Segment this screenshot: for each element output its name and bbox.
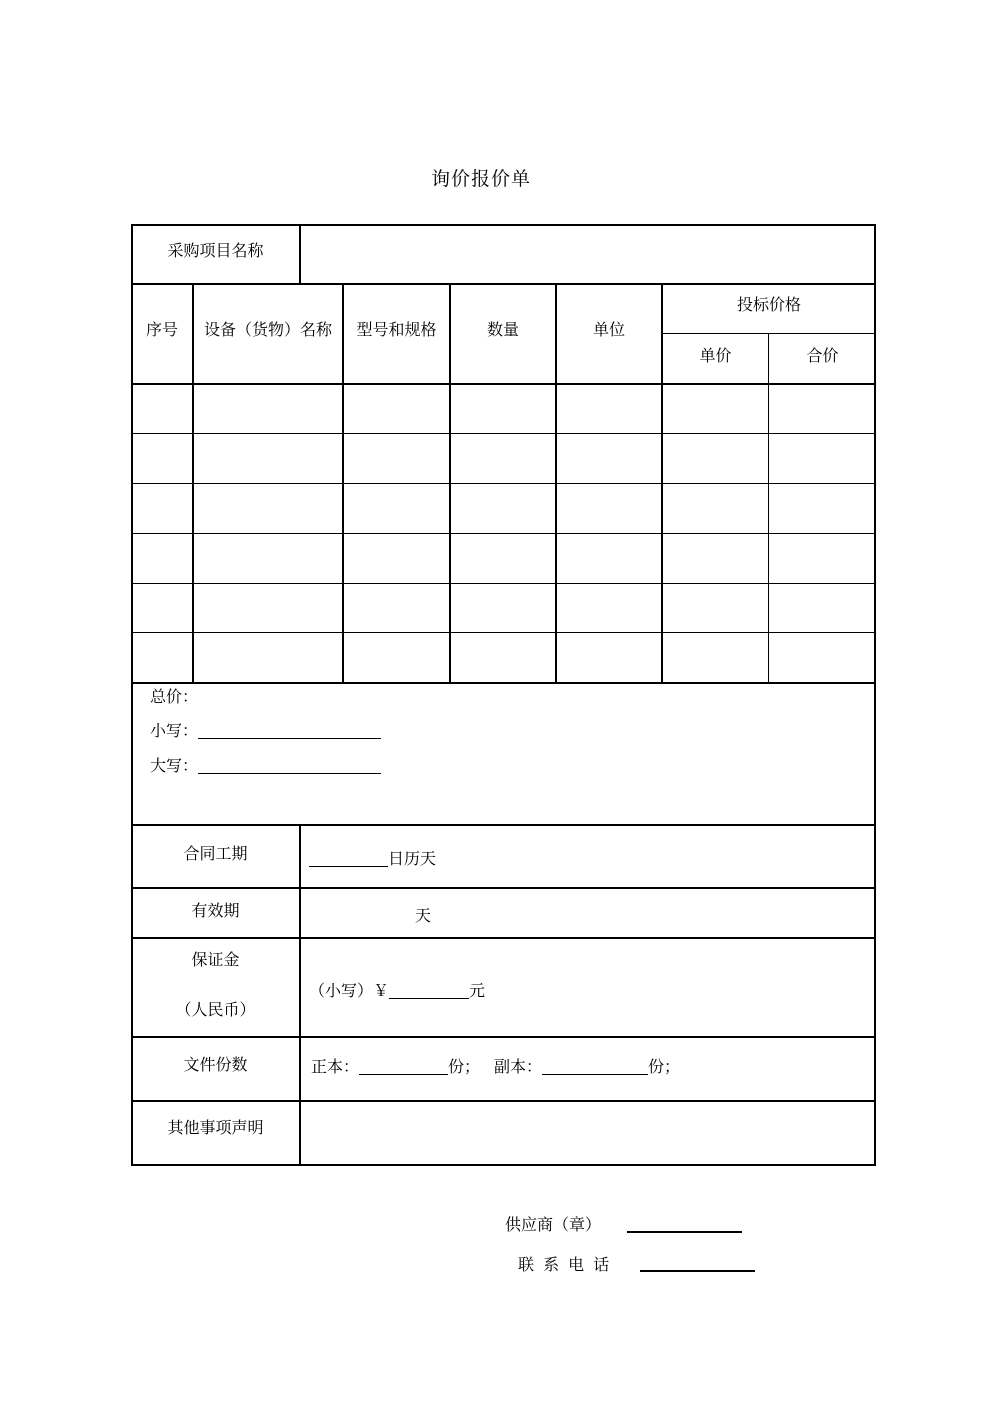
validity-unit: 天 xyxy=(415,906,432,925)
table-cell[interactable] xyxy=(769,584,876,632)
header-total-price: 合价 xyxy=(806,345,839,365)
table-cell[interactable] xyxy=(131,534,193,583)
table-cell[interactable] xyxy=(662,384,769,433)
table-cell[interactable] xyxy=(450,534,556,583)
table-cell[interactable] xyxy=(450,384,556,433)
original-label: 正本： xyxy=(311,1057,360,1076)
table-cell[interactable] xyxy=(193,434,343,483)
table-cell[interactable] xyxy=(450,484,556,533)
total-small-row xyxy=(150,718,381,741)
table-cell[interactable] xyxy=(556,633,662,682)
table-cell[interactable] xyxy=(450,434,556,483)
table-cell[interactable] xyxy=(131,384,193,433)
table-cell[interactable] xyxy=(662,534,769,583)
table-cell[interactable] xyxy=(343,384,450,433)
total-label: 总价： xyxy=(150,687,199,706)
table-cell[interactable] xyxy=(343,584,450,632)
duplicate-input[interactable] xyxy=(542,1058,648,1075)
duration-suffix: 日历天 xyxy=(388,849,437,868)
table-cell[interactable] xyxy=(662,434,769,483)
table-cell[interactable] xyxy=(193,384,343,433)
table-cell[interactable] xyxy=(556,534,662,583)
table-cell[interactable] xyxy=(343,534,450,583)
duplicate-label: 副本： xyxy=(494,1057,543,1076)
total-big-label: 大写： xyxy=(150,756,199,775)
header-unit: 单位 xyxy=(592,319,625,339)
table-cell[interactable] xyxy=(662,484,769,533)
deposit-suffix: 元 xyxy=(469,981,486,1000)
other-label: 其他事项声明 xyxy=(167,1117,264,1137)
rule xyxy=(131,937,876,939)
header-seq: 序号 xyxy=(145,319,178,339)
table-cell[interactable] xyxy=(556,484,662,533)
table-cell[interactable] xyxy=(769,434,876,483)
total-small-input[interactable] xyxy=(198,722,381,739)
table-cell[interactable] xyxy=(662,584,769,632)
table-cell[interactable] xyxy=(769,484,876,533)
other-field[interactable] xyxy=(301,1102,876,1164)
table-cell[interactable] xyxy=(193,633,343,682)
original-input[interactable] xyxy=(359,1058,448,1075)
table-cell[interactable] xyxy=(131,584,193,632)
header-model-spec: 型号和规格 xyxy=(356,319,437,339)
table-cell[interactable] xyxy=(193,584,343,632)
duration-field xyxy=(309,846,436,869)
table-cell[interactable] xyxy=(343,434,450,483)
table-cell[interactable] xyxy=(450,584,556,632)
table-cell[interactable] xyxy=(131,633,193,682)
original-unit: 份； xyxy=(448,1057,481,1076)
supplier-label: 供应商（章） xyxy=(505,1215,602,1234)
table-cell[interactable] xyxy=(193,534,343,583)
copies-field xyxy=(311,1054,680,1077)
quote-form xyxy=(131,224,876,1166)
validity-label: 有效期 xyxy=(191,900,240,920)
total-big-row xyxy=(150,753,381,776)
table-cell[interactable] xyxy=(769,633,876,682)
table-cell[interactable] xyxy=(769,534,876,583)
copies-label: 文件份数 xyxy=(183,1054,248,1074)
table-cell[interactable] xyxy=(769,384,876,433)
phone-line[interactable] xyxy=(640,1270,755,1272)
table-cell[interactable] xyxy=(556,434,662,483)
table-cell[interactable] xyxy=(131,484,193,533)
supplier-signature-line[interactable] xyxy=(627,1231,742,1233)
deposit-prefix: （小写）￥ xyxy=(309,981,390,1000)
deposit-field xyxy=(309,978,485,1001)
header-equipment-name: 设备（货物）名称 xyxy=(203,319,332,339)
deposit-input[interactable] xyxy=(389,982,469,999)
header-unit-price: 单价 xyxy=(699,345,732,365)
header-bid-price: 投标价格 xyxy=(736,294,801,314)
duration-label: 合同工期 xyxy=(183,843,248,863)
table-cell[interactable] xyxy=(450,633,556,682)
table-cell[interactable] xyxy=(131,434,193,483)
duration-input[interactable] xyxy=(309,850,388,867)
deposit-sub-label: （人民币） xyxy=(175,999,256,1019)
table-cell[interactable] xyxy=(556,584,662,632)
deposit-label: 保证金 xyxy=(191,949,240,969)
project-name-field[interactable] xyxy=(301,224,876,283)
table-cell[interactable] xyxy=(343,484,450,533)
table-cell[interactable] xyxy=(662,633,769,682)
table-cell[interactable] xyxy=(556,384,662,433)
duplicate-unit: 份； xyxy=(648,1057,681,1076)
total-big-input[interactable] xyxy=(198,757,381,774)
total-small-label: 小写： xyxy=(150,721,199,740)
rule xyxy=(131,682,876,684)
project-name-label: 采购项目名称 xyxy=(167,240,264,260)
page-title: 询价报价单 xyxy=(430,168,531,190)
table-cell[interactable] xyxy=(193,484,343,533)
header-quantity: 数量 xyxy=(486,319,519,339)
phone-label: 联 系 电 话 xyxy=(518,1255,612,1274)
table-cell[interactable] xyxy=(343,633,450,682)
